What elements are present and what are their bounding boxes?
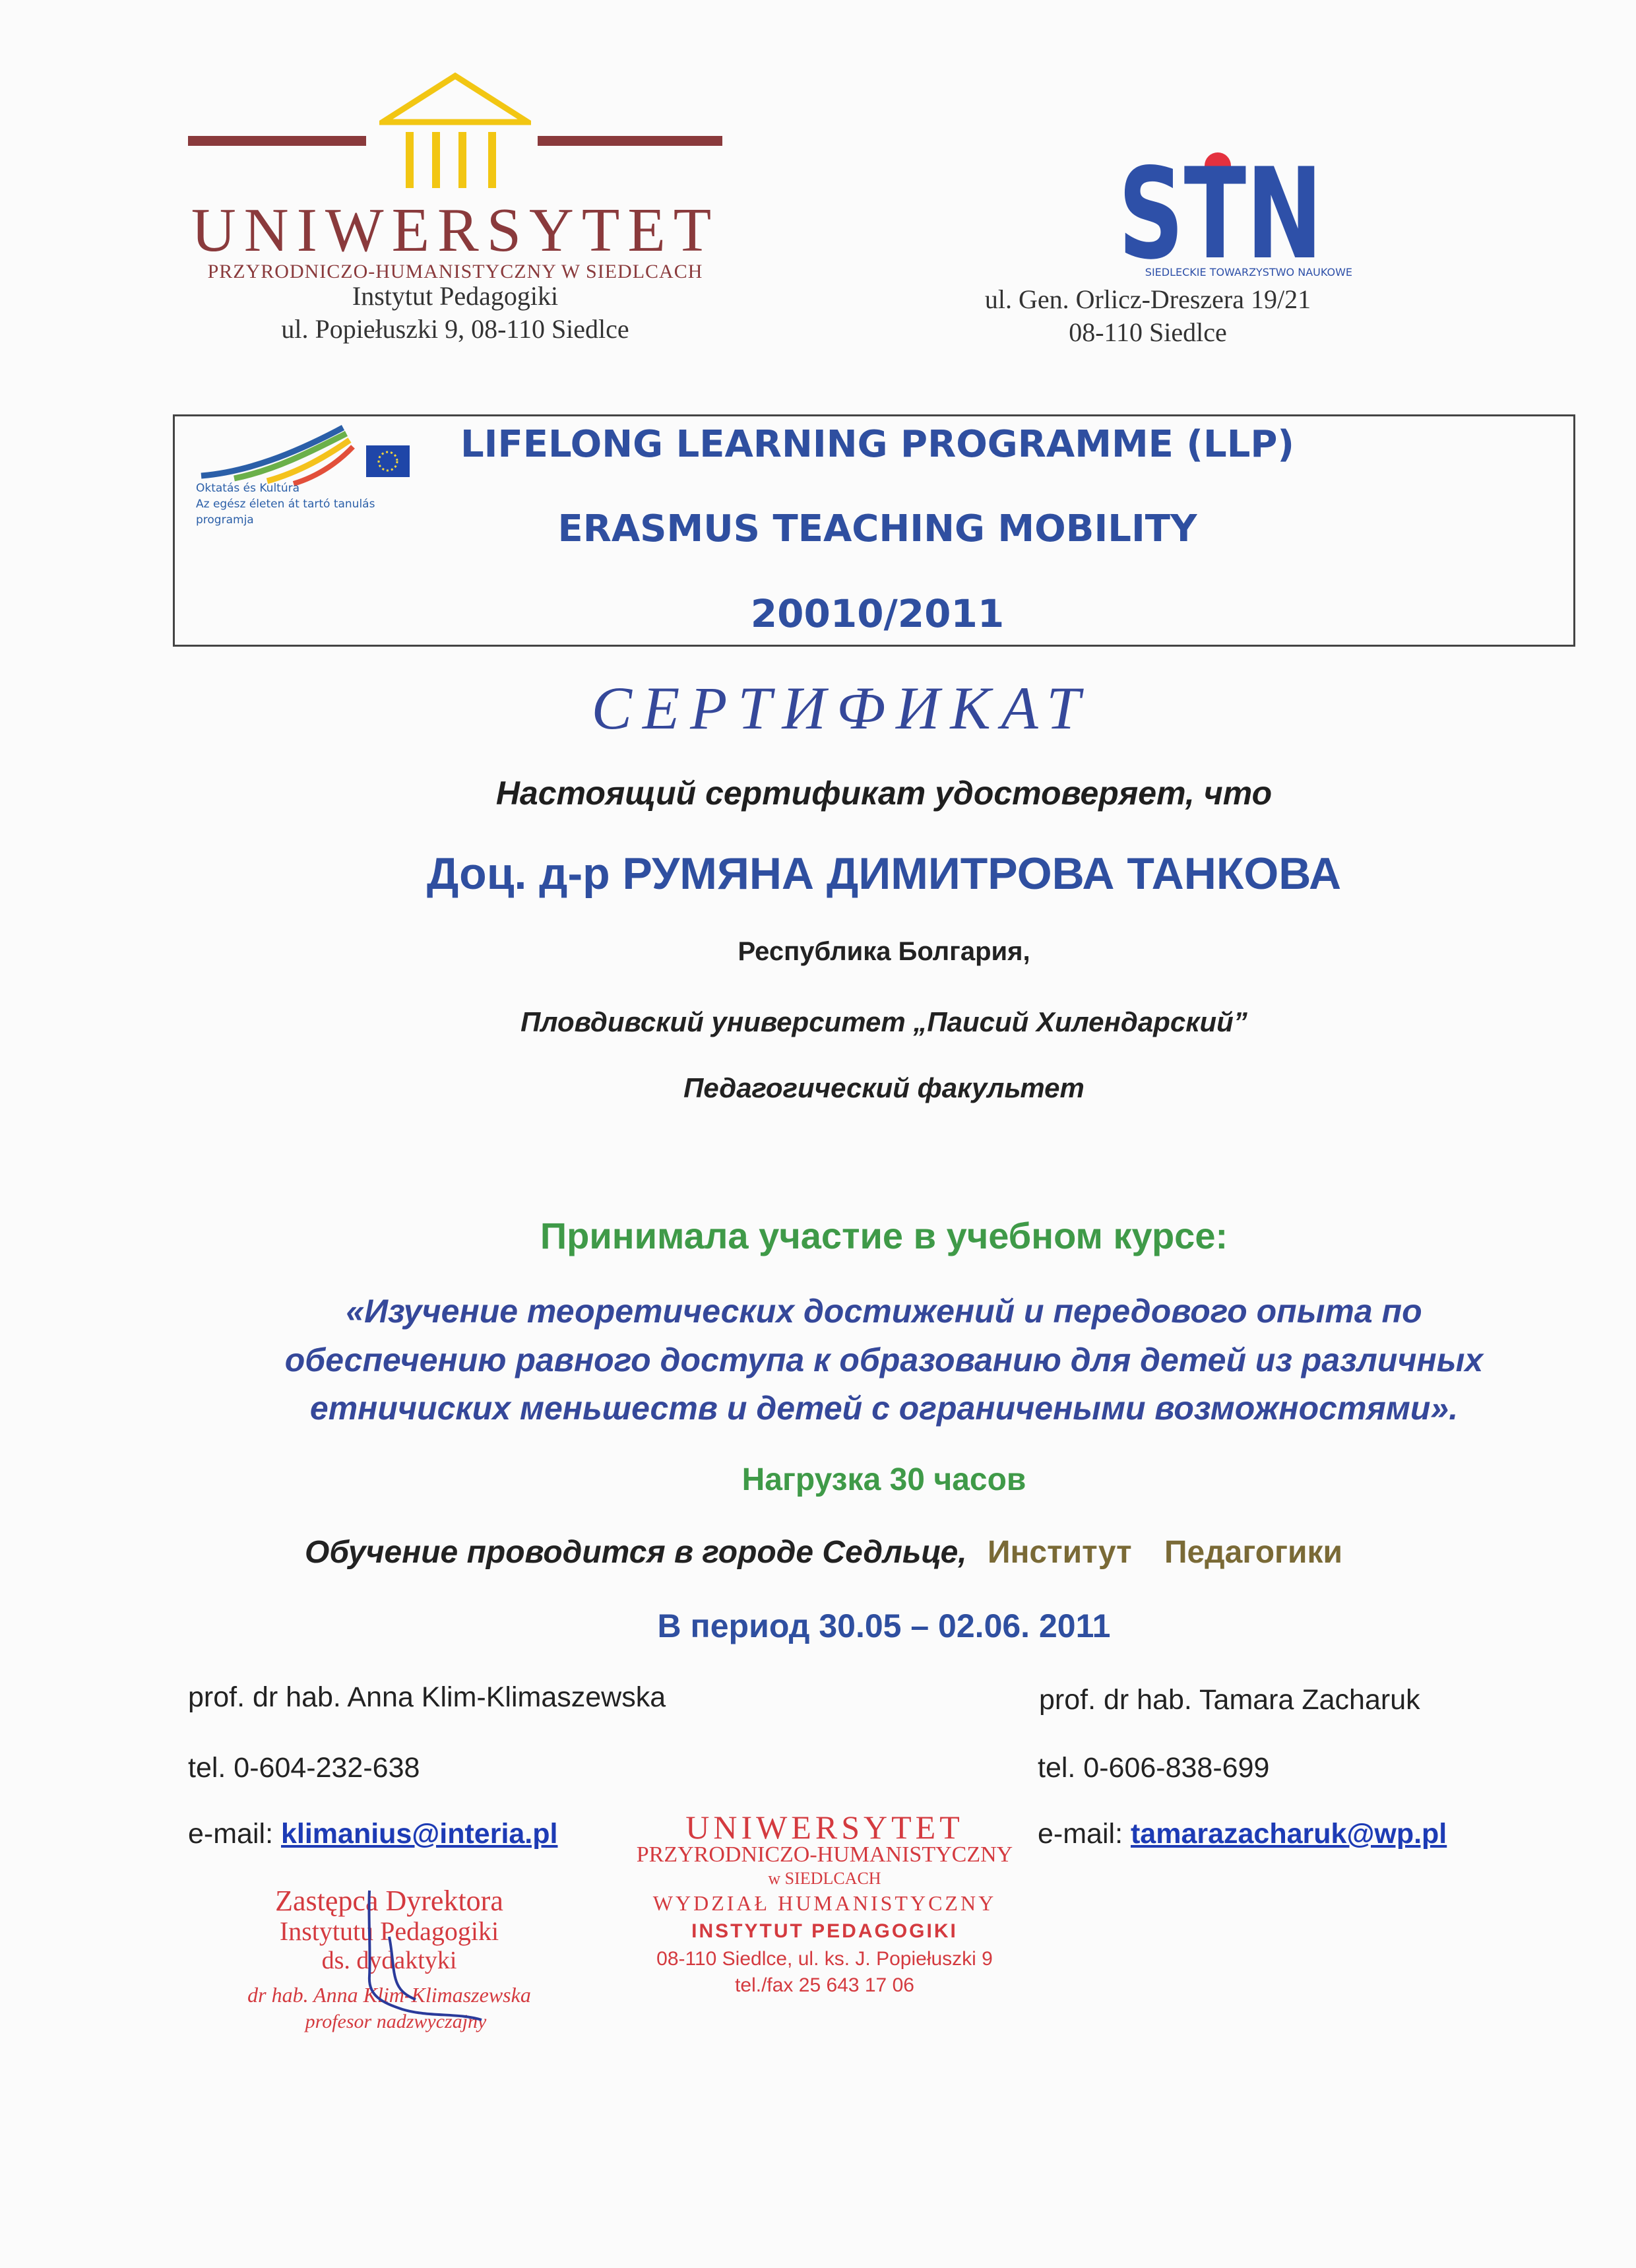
logo-bar-right xyxy=(538,136,722,146)
course-line-3: етничиских меньшеств и детей с ограничеными возможностями». xyxy=(309,1390,1459,1427)
handwritten-signature-icon xyxy=(343,1877,554,2036)
programme-logo-caption-3: programja xyxy=(196,513,254,527)
left-signatory-email-row xyxy=(188,1818,557,1850)
stn-mark-icon xyxy=(1088,148,1352,274)
course-line-2: обеспечению равного доступа к образованию для детей из различных xyxy=(284,1342,1484,1378)
course-location xyxy=(305,1534,1342,1571)
stn-address-line2: 08-110 Siedlce xyxy=(1069,317,1227,347)
location-pedagogy: Педагогики xyxy=(1164,1535,1343,1570)
programme-logo-caption-1: Oktatás és Kultúra xyxy=(196,482,300,495)
stamp-left-line4: dr hab. Anna Klim-Klimaszewska xyxy=(247,1983,531,2007)
left-signatory-tel: tel. 0-604-232-638 xyxy=(188,1752,420,1784)
recipient-faculty: Педагогический факультет xyxy=(683,1072,1085,1103)
university-stamp xyxy=(587,1808,1062,2006)
location-city: Обучение проводится в городе Седльце, xyxy=(305,1535,967,1570)
right-signatory-email-row xyxy=(1038,1818,1447,1850)
university-address: ul. Popiełuszki 9, 08-110 Siedlce xyxy=(281,314,629,344)
left-signatory-name: prof. dr hab. Anna Klim-Klimaszewska xyxy=(188,1681,666,1713)
recipient-university: Пловдивский университет „Паисий Хилендарский” xyxy=(520,1006,1247,1037)
stamp-left-line2: Instytutu Pedagogiki xyxy=(279,1916,499,1946)
programme-subtitle: ERASMUS TEACHING MOBILITY xyxy=(557,507,1197,550)
participation-heading: Принимала участие в учебном курсе: xyxy=(540,1215,1228,1256)
stn-logo-text: STN xyxy=(1118,148,1323,274)
stamp-center-line4: WYDZIAŁ HUMANISTYCZNY xyxy=(652,1891,997,1915)
stn-address-line1: ul. Gen. Orlicz-Dreszera 19/21 xyxy=(984,284,1311,314)
course-period: В период 30.05 – 02.06. 2011 xyxy=(657,1607,1111,1644)
university-name: UNIWERSYTET xyxy=(191,196,720,265)
right-signatory-name: prof. dr hab. Tamara Zacharuk xyxy=(1039,1684,1420,1716)
stamp-center-line5: INSTYTUT PEDAGOGIKI xyxy=(691,1920,958,1942)
right-email-label: e-mail: xyxy=(1038,1818,1123,1850)
stamp-center-line6: 08-110 Siedlce, ul. ks. J. Popiełuszki 9 xyxy=(656,1948,993,1970)
course-load: Нагрузка 30 часов xyxy=(741,1462,1026,1497)
left-email-link[interactable]: klimanius@interia.pl xyxy=(280,1818,558,1850)
right-signatory-tel: tel. 0-606-838-699 xyxy=(1038,1752,1270,1784)
programme-logo-caption-2: Az egész életen át tartó tanulás xyxy=(196,498,375,511)
course-line-1: «Изучение теоретических достижений и передового опыта по xyxy=(346,1293,1422,1330)
programme-year: 20010/2011 xyxy=(750,591,1005,636)
programme-box xyxy=(173,414,1575,647)
stamp-left-line1: Zastępca Dyrektora xyxy=(275,1885,503,1917)
left-email-label: e-mail: xyxy=(188,1818,274,1850)
deputy-director-stamp xyxy=(244,1884,587,2036)
stn-logo xyxy=(1088,148,1352,278)
stamp-left-line3: ds. dydaktyki xyxy=(321,1947,457,1974)
certificate-intro: Настоящий сертификат удостоверяет, что xyxy=(495,775,1273,812)
university-subtitle: PRZYRODNICZO-HUMANISTYCZNY W SIEDLCACH xyxy=(207,261,703,282)
stamp-left-line5: profesor nadzwyczajny xyxy=(305,2011,487,2032)
stamp-center-line3: w SIEDLCACH xyxy=(768,1869,881,1888)
programme-title: LIFELONG LEARNING PROGRAMME (LLP) xyxy=(460,423,1295,466)
recipient-name: Доц. д-р РУМЯНА ДИМИТРОВА ТАНКОВА xyxy=(426,849,1342,899)
location-institute: Институт xyxy=(987,1535,1132,1570)
right-email-link[interactable]: tamarazacharuk@wp.pl xyxy=(1130,1818,1447,1850)
stamp-center-line2: PRZYRODNICZO-HUMANISTYCZNY xyxy=(636,1842,1013,1867)
stn-full-name: SIEDLECKIE TOWARZYSTWO NAUKOWE xyxy=(1145,266,1352,278)
logo-bar-left xyxy=(188,136,366,146)
certificate-title: СЕРТИФИКАТ xyxy=(591,674,1091,742)
institute-name: Instytut Pedagogiki xyxy=(352,281,559,311)
stamp-center-line1: UNIWERSYTET xyxy=(685,1809,964,1846)
recipient-country: Республика Болгария, xyxy=(738,937,1030,966)
portico-icon xyxy=(379,73,531,191)
university-logo xyxy=(188,73,722,282)
stamp-center-line7: tel./fax 25 643 17 06 xyxy=(735,1974,914,1996)
